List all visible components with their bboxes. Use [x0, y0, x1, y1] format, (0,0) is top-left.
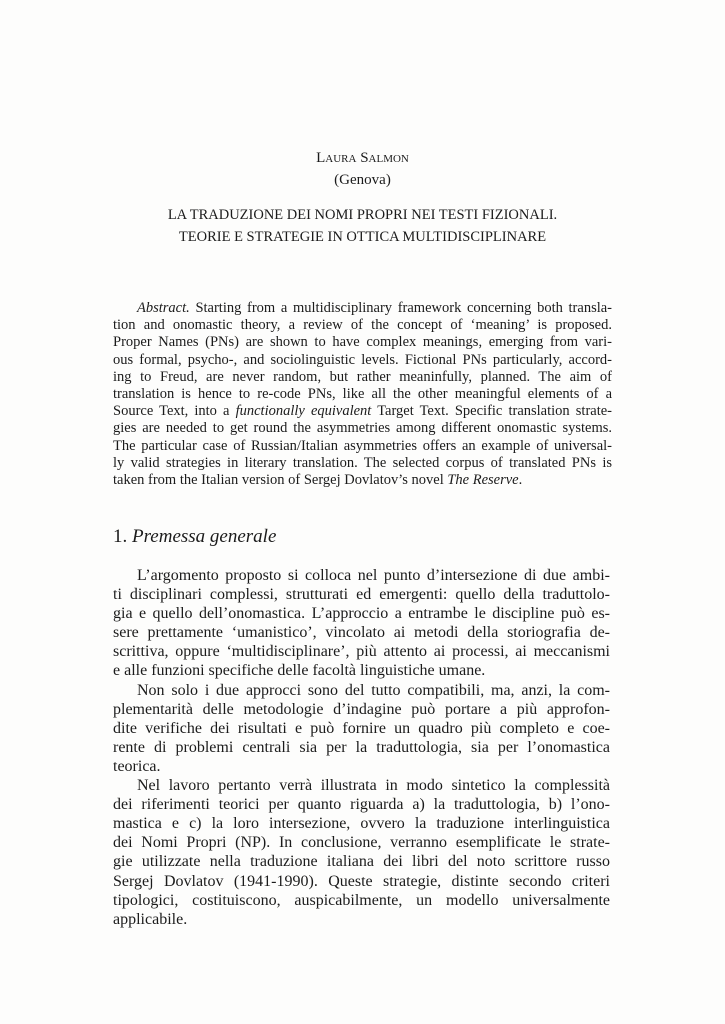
body-line: dei Nomi Propri (NP). In conclusione, verranno esemplificate le strate- [113, 834, 610, 852]
body-line: sere prettamente ‘umanistico’, vincolato ai metodi della storiografia de- [113, 624, 610, 642]
body-line: rente di problemi centrali sia per la traduttologia, sia per l’onomastica [113, 738, 610, 756]
body-line: tipologici, costituiscono, auspicabilmente, un modello universalmente [113, 891, 610, 909]
abstract-line-text: . [518, 472, 523, 489]
body-line: Non solo i due approcci sono del tutto compatibili, ma, anzi, la com- [137, 681, 610, 699]
abstract-line: ous formal, psycho-, and sociolinguistic levels. Fictional PNs particularly, accord- [113, 351, 612, 368]
body-line: Nel lavoro pertanto verrà illustrata in modo sintetico la complessità [137, 777, 610, 795]
body-line: e alle funzioni specifiche delle facoltà linguistiche umane. [113, 662, 486, 680]
body-line: dei riferimenti teorici per quanto riguarda a) la traduttologia, b) l’ono- [113, 796, 610, 814]
body-line: dite verifiche dei risultati e può fornire un quadro più completo e coe- [113, 719, 610, 737]
paper-title-line: LA TRADUZIONE DEI NOMI PROPRI NEI TESTI FIZIONALI. [167, 207, 558, 223]
section-heading [113, 526, 276, 548]
abstract-line: The particular case of Russian/Italian asymmetries offers an example of universal- [113, 437, 612, 454]
body-text [113, 566, 610, 929]
abstract-line: ly valid strategies in literary translation. The selected corpus of translated PNs is [113, 454, 612, 471]
body-line: scrittiva, oppure ‘multidisciplinare’, più attento ai processi, ai meccanismi [113, 643, 610, 661]
abstract-line: tion and onomastic theory, a review of the concept of ‘meaning’ is proposed. [113, 317, 612, 334]
abstract-line-text: Target Text. Specific translation strate- [377, 403, 612, 420]
section-title: Premessa generale [132, 526, 277, 547]
abstract-emphasis: The Reserve [447, 472, 519, 489]
author-name: Laura Salmon [316, 150, 409, 166]
body-line: teorica. [113, 757, 161, 775]
body-line: gia e quello dell’onomastica. L’approccio a entrambe le discipline può es- [113, 605, 610, 623]
paper-title-line: TEORIE E STRATEGIE IN OTTICA MULTIDISCIPLINARE [178, 229, 547, 245]
body-line: mastica e c) la loro intersezione, ovvero la traduzione interlinguistica [113, 815, 610, 833]
abstract-line-text: Starting from a multidisciplinary framework concerning both transla- [195, 300, 612, 316]
body-paragraph [113, 681, 610, 776]
body-line: plementarità delle metodologie d’indagine può portare a più approfon- [113, 700, 610, 718]
body-paragraph [113, 776, 610, 929]
author-affiliation: (Genova) [334, 172, 391, 188]
body-line: L’argomento proposto si colloca nel punto d’intersezione di due ambi- [137, 567, 610, 584]
body-paragraph [113, 566, 610, 681]
abstract [113, 300, 612, 489]
body-line: ti disciplinari complessi, strutturati ed emergenti: quello della traduttolo- [113, 586, 610, 604]
abstract-line [113, 403, 612, 420]
abstract-line: translation is hence to re-code PNs, like all the other meaningful elements of a [113, 386, 612, 403]
body-line: applicabile. [113, 910, 188, 928]
abstract-line-text: taken from the Italian version of Sergej Dovlatov’s novel [113, 472, 444, 489]
abstract-line: ing to Freud, are never random, but rather meaninfully, planned. The aim of [113, 368, 612, 385]
abstract-emphasis: functionally equivalent [235, 403, 372, 420]
abstract-line: gies are needed to get round the asymmetries among different onomastic systems. [113, 420, 612, 437]
abstract-label: Abstract. [137, 300, 190, 316]
body-line: gie utilizzate nella traduzione italiana dei libri del noto scrittore russo [113, 853, 610, 871]
abstract-line: Proper Names (PNs) are shown to have complex meanings, emerging from vari- [113, 334, 612, 351]
section-number: 1. [113, 526, 128, 547]
body-line: Sergej Dovlatov (1941-1990). Queste strategie, distinte secondo criteri [113, 872, 610, 890]
abstract-line [113, 472, 612, 489]
abstract-line-text: Source Text, into a [113, 403, 230, 420]
abstract-line [113, 300, 612, 317]
